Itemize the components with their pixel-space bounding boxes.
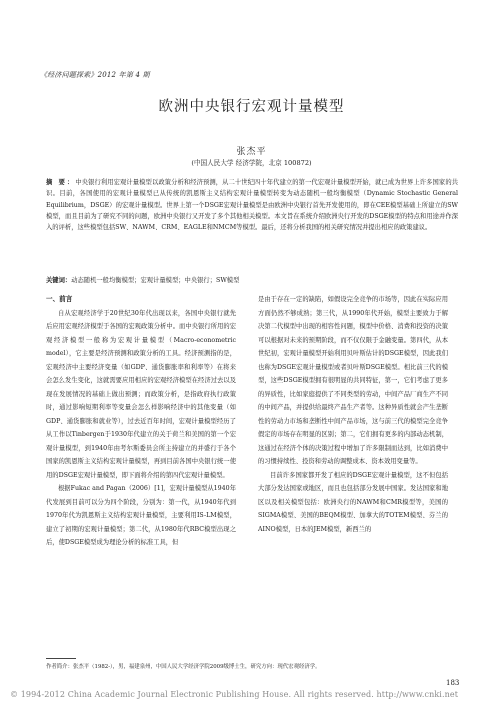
keywords-label: 关键词： xyxy=(46,277,72,284)
author-name: 张杰平 xyxy=(236,147,267,157)
paper-title: 欧洲中央银行宏观计量模型 xyxy=(158,99,345,115)
author-affiliation: (中国人民大学 经济学院，北京 100872) xyxy=(191,159,312,167)
abstract-block xyxy=(46,177,458,233)
keywords-block xyxy=(46,275,458,286)
right-column xyxy=(258,293,448,536)
journal-citation: 《经济问题探索》2012 年第 4 期 xyxy=(40,71,150,79)
abstract-text: 中央银行利用宏观计量模型以政策分析和经济预测，从二十世纪四十年代建立的第一代宏观计量模型开始，就已成为世界上许多国家的共识。目前，各国使用的宏观计量模型已从传统的凯恩斯主义结构宏观计量模型转变为动态随机一般均衡模型（Dynamic Stochastic General Equilibrium，DSGE）的宏观计量模型。世界上第一个DSGE宏观计量模型是由欧洲中央银行首先开发使用的，即在CEE模型基础上所建立的SW模型，而且目前为了研究不同的问题，欧洲中央银行又开发了多个其他相关模型。本文旨在系统介绍欧洲央行开发的DSGE模型的特点和用途并作深入的评析，这些模型包括SW、NAWM、CRM、EAGLE和NMCM等模型。最后，还将分析我国的相关研究情况并提出相应的政策建议。 xyxy=(46,179,458,232)
footnote: 作者简介：张杰平（1982-），男，福建泉州，中国人民大学经济学院2009级博士生，研究方向：现代宏观经济学。 xyxy=(46,664,321,670)
paragraph: 是由于存在一定的缺陷，如假设完全竞争的市场等，因此在实际应用方面仍然不够成熟；第三代，从1990年代开始，模型主要致力于解决第二代模型中出现的相容性问题，模型中价格、消费和投资的决策可以根据对未来的预期阶段，而不仅仅限于金融变量。第四代，从本世纪初，宏观计量模型开始利用贝叶斯估计的DSGE模型，因此我们也称为DSGE宏观计量模型或者贝叶斯DSGE模型。相比前三代的模型，这些DSGE模型拥有很明显的共同特征，第一，它们考虑了更多的异质性，比如家庭提供了不同类型的劳动，中间产品厂商生产不同的中间产品，并提供给最终产品生产者等。这种异质性就会产生垄断性的劳动力市场和垄断性中间产品市场，这与前三代的模型完全竞争假定的市场存在明显的区别；第二，它们拥有更多的内部动态机制，这通过在经济个体的决策过程中增加了许多限制而达到，比如消费中的习惯持续性、投资和劳动的调整成本、资本效用变量等。 xyxy=(258,296,448,465)
section-heading: 一、前言 xyxy=(46,295,73,303)
page-number: 183 xyxy=(446,679,460,687)
paragraph: 目前许多国家都开发了相应的DSGE宏观计量模型，这不但包括大部分发达国家或地区，而且也包括部分发展中国家。发达国家和地区以及相关模型包括：欧洲央行的NAWM和CMR模型等，美国的SIGMA模型、美国的BEQM模型、加拿大的TOTEM模型、芬兰的AINO模型，日本的JEM模型，新西兰的 xyxy=(258,471,448,533)
abstract-label: 摘 要： xyxy=(46,179,76,186)
paragraph: 自从宏观经济学于20世纪30年代出现以来，各国中央银行就先后应用宏观经济模型于各国的宏观政策分析中。而中央银行所用的宏观经济模型一般称为宏观计量模型（Macro-econometric model），它主要是经济预测和政策分析的工具。经济预测指的是，宏观经济中主要经济变量（如GDP、通货膨胀率和利率等）在将来会怎么发生变化，这就需要应用相应的宏观经济模型在经济过去以及现在发展情况的基础上做出预测；而政策分析，是指政府执行政策时，通过影响短期利率等变量会怎么样影响经济中的其他变量（如GDP、通货膨胀和就业等），过去近百年时间，宏观计量模型经历了从工作以Tinbergen于1930年代建立的关于荷兰和美国的第一个宏观计量模型，到1940年由考尔斯委员会所主持建立的并盛行于各个国家的凯恩斯主义结构宏观计量模型，再到目前各国中央银行统一使用的DSGE宏观计量模型，即下面将介绍的第四代宏观计量模型。 xyxy=(46,309,236,479)
copyright-notice: © 1994-2012 China Academic Journal Electronic Publishing House. All rights reserved. http://www.cnki.net xyxy=(10,690,459,699)
paragraph: 根据Fukac and Pagan（2006）[1]，宏观计量模型从1940年代发展到目前可以分为四个阶段，分别为：第一代，从1940年代到1970年代为凯恩斯主义结构宏观计量模型，主要利用IS-LM模型，建立了初期的宏观计量模型；第二代，从1980年代RBC模型出现之后，使DSGE模型成为理论分析的标准工具，但 xyxy=(46,485,236,546)
left-column xyxy=(46,293,236,550)
keywords-text: 动态随机一般均衡模型；宏观计量模型；中央银行；SW模型 xyxy=(71,277,240,284)
footnote-rule xyxy=(46,658,76,659)
